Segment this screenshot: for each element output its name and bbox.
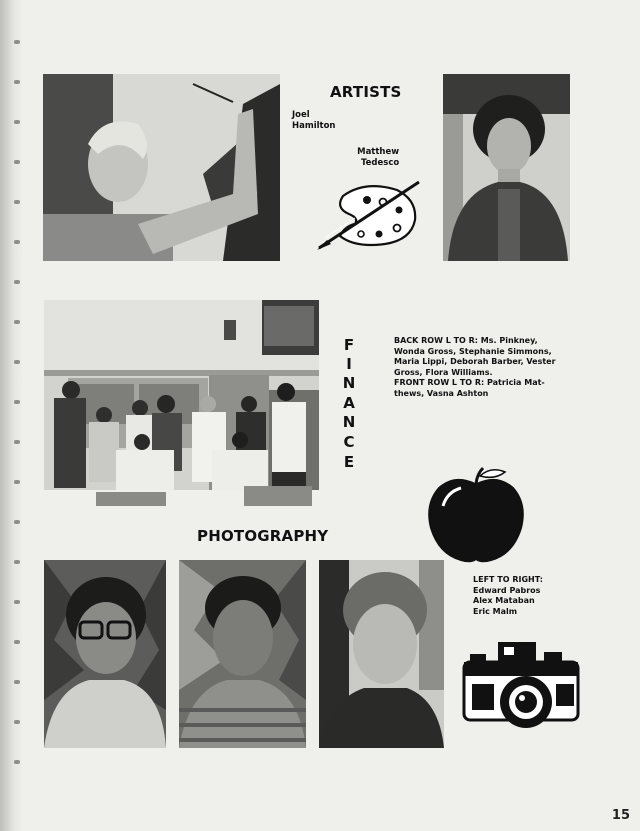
photography-caption: [473, 575, 583, 617]
binding-hole: [14, 720, 20, 724]
finance-letter: E: [343, 453, 355, 471]
caption-line: Wonda Gross, Stephanie Simmons,: [394, 346, 552, 356]
artist-portrait-photo: [443, 74, 570, 261]
binding-hole: [14, 400, 20, 404]
caption-line: Gross, Flora Williams.: [394, 367, 493, 377]
binding-edge: [0, 0, 24, 831]
finance-letter: N: [342, 413, 356, 431]
binding-hole: [14, 240, 20, 244]
finance-letter: C: [343, 433, 355, 451]
camera-icon: [460, 638, 582, 734]
palette-brush-icon: [315, 178, 425, 253]
caption-line: Edward Pabros: [473, 585, 541, 595]
artist-last-name: Tedesco: [361, 158, 400, 168]
finance-letter: F: [343, 336, 355, 354]
artist-painting-photo: [43, 74, 280, 261]
photographer-portrait-1: [44, 560, 166, 748]
caption-line: LEFT TO RIGHT:: [473, 575, 543, 584]
caption-line: thews, Vasna Ashton: [394, 388, 489, 398]
binding-hole: [14, 280, 20, 284]
binding-hole: [14, 640, 20, 644]
finance-caption: [394, 336, 574, 399]
binding-hole: [14, 440, 20, 444]
finance-group-photo: [44, 300, 319, 511]
caption-line: FRONT ROW L TO R: Patricia Mat-: [394, 378, 545, 387]
photographer-portrait-2: [179, 560, 306, 748]
binding-hole: [14, 480, 20, 484]
artist-name-joel: [292, 110, 336, 132]
binding-hole: [14, 760, 20, 764]
artist-first-name: Matthew: [357, 147, 400, 157]
artist-last-name: Hamilton: [292, 121, 336, 131]
artists-heading: ARTISTS: [330, 83, 402, 101]
page-number: 15: [611, 808, 630, 823]
binding-hole: [14, 680, 20, 684]
photographer-portrait-3: [319, 560, 444, 748]
binding-hole: [14, 320, 20, 324]
finance-letter: N: [342, 374, 356, 392]
finance-letter: A: [343, 394, 355, 412]
binding-hole: [14, 160, 20, 164]
caption-line: Eric Malm: [473, 606, 518, 616]
binding-hole: [14, 80, 20, 84]
caption-line: BACK ROW L TO R: Ms. Pinkney,: [394, 336, 538, 345]
caption-line: Alex Mataban: [473, 596, 535, 605]
binding-hole: [14, 200, 20, 204]
photography-heading: PHOTOGRAPHY: [197, 527, 329, 545]
finance-letter: I: [346, 355, 352, 373]
binding-hole: [14, 120, 20, 124]
binding-hole: [14, 360, 20, 364]
apple-icon: [425, 466, 527, 566]
binding-hole: [14, 520, 20, 524]
artist-first-name: Joel: [292, 110, 310, 120]
binding-hole: [14, 40, 20, 44]
caption-line: Maria Lippi, Deborah Barber, Vester: [394, 357, 556, 366]
binding-hole: [14, 600, 20, 604]
binding-hole: [14, 560, 20, 564]
artist-name-matthew: [357, 147, 399, 169]
